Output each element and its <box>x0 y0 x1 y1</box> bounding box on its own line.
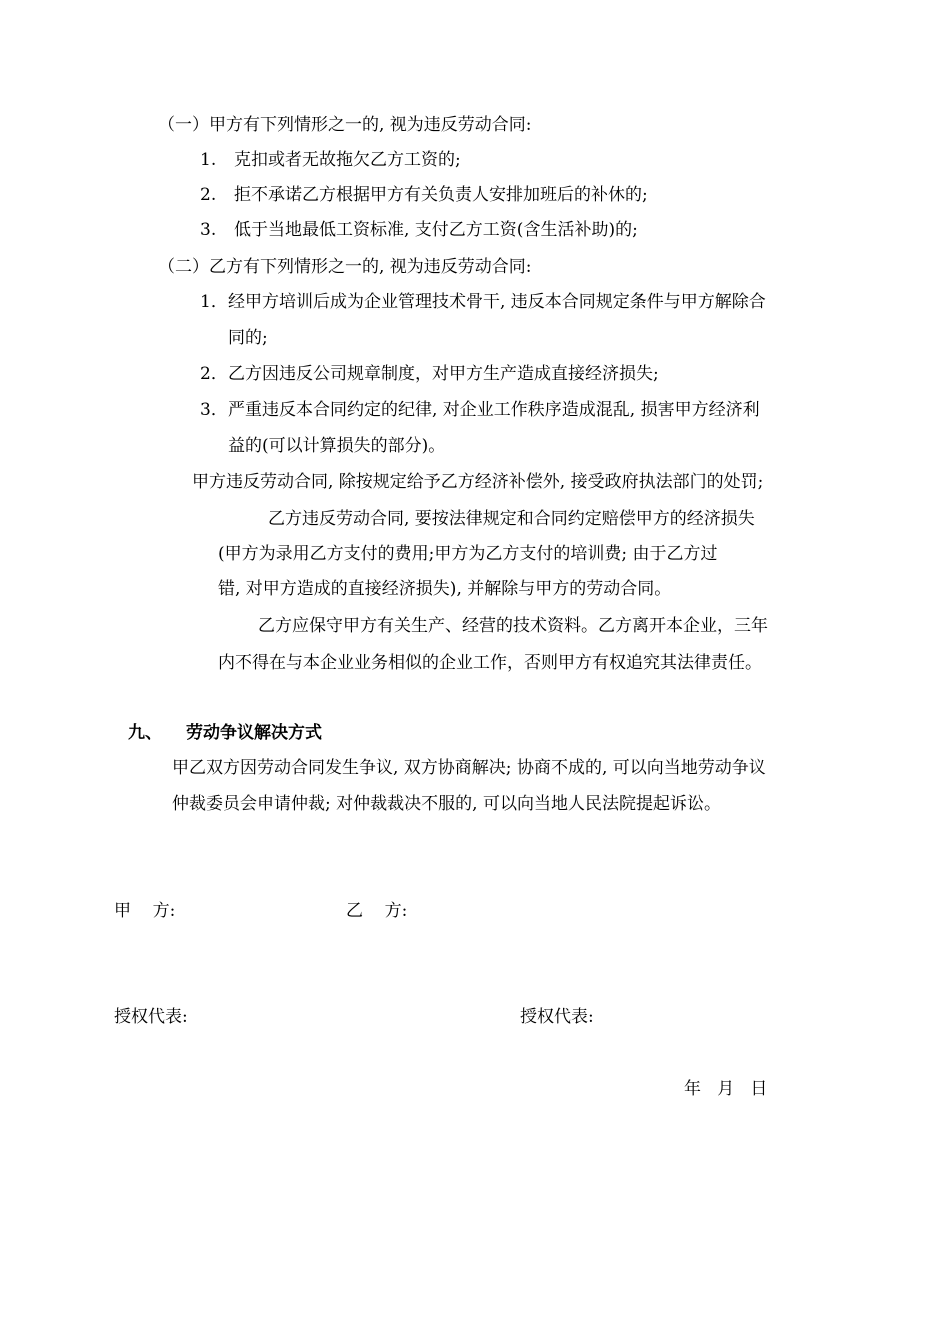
list-item-number: 2． <box>200 364 228 384</box>
clause-yi-heading: （二）乙方有下列情形之一的, 视为违反劳动合同: <box>158 257 532 277</box>
list-item-text: 严重违反本合同约定的纪律, 对企业工作秩序造成混乱, 损害甲方经济利 <box>228 400 760 420</box>
section-number: 九、 <box>128 723 162 743</box>
list-item-continuation: 同的; <box>228 328 268 348</box>
list-item-number: 1. <box>200 150 217 170</box>
list-item-number: 2. <box>200 185 217 205</box>
list-item-text: 低于当地最低工资标准, 支付乙方工资(含生活补助)的; <box>234 220 638 240</box>
list-item-text: 拒不承诺乙方根据甲方有关负责人安排加班后的补休的; <box>234 185 648 205</box>
section-nine-body-line1: 甲乙双方因劳动合同发生争议, 双方协商解决; 协商不成的, 可以向当地劳动争议 <box>172 758 766 778</box>
list-item-number: 3． <box>200 400 228 420</box>
section-title: 劳动争议解决方式 <box>186 723 322 743</box>
list-item-number: 1． <box>200 292 228 312</box>
list-item-text: 克扣或者无故拖欠乙方工资的; <box>234 150 461 170</box>
list-item <box>200 219 638 241</box>
list-item-text: 经甲方培训后成为企业管理技术骨干, 违反本合同规定条件与甲方解除合 <box>228 292 766 312</box>
paragraph-yi-breach-line2: (甲方为录用乙方支付的费用;甲方为乙方支付的培训费; 由于乙方过 <box>218 544 718 564</box>
list-item <box>200 149 461 171</box>
party-b-representative-label: 授权代表: <box>520 1007 594 1027</box>
list-item-number: 3. <box>200 220 217 240</box>
list-item <box>200 291 766 313</box>
clause-jia-heading: （一）甲方有下列情形之一的, 视为违反劳动合同: <box>158 115 532 135</box>
section-nine-heading <box>128 722 322 744</box>
list-item <box>200 399 760 421</box>
party-a-label: 甲 方: <box>114 901 176 921</box>
party-b-label: 乙 方: <box>346 901 408 921</box>
paragraph-yi-breach-line1: 乙方违反劳动合同, 要按法律规定和合同约定赔偿甲方的经济损失 <box>268 509 755 529</box>
signing-date: 年 月 日 <box>684 1079 768 1099</box>
list-item-text: 乙方因违反公司规章制度，对甲方生产造成直接经济损失; <box>228 364 659 384</box>
section-nine-body-line2: 仲裁委员会申请仲裁; 对仲裁裁决不服的, 可以向当地人民法院提起诉讼。 <box>172 794 721 814</box>
paragraph-confidential-line1: 乙方应保守甲方有关生产、经营的技术资料。乙方离开本企业，三年 <box>258 616 768 636</box>
party-a-representative-label: 授权代表: <box>114 1007 188 1027</box>
paragraph-jia-breach: 甲方违反劳动合同, 除按规定给予乙方经济补偿外, 接受政府执法部门的处罚; <box>192 472 764 492</box>
paragraph-confidential-line2: 内不得在与本企业业务相似的企业工作，否则甲方有权追究其法律责任。 <box>218 653 762 673</box>
paragraph-yi-breach-line3: 错, 对甲方造成的直接经济损失), 并解除与甲方的劳动合同。 <box>218 579 672 599</box>
list-item <box>200 184 648 206</box>
list-item-continuation: 益的(可以计算损失的部分)。 <box>228 436 446 456</box>
list-item <box>200 363 659 385</box>
